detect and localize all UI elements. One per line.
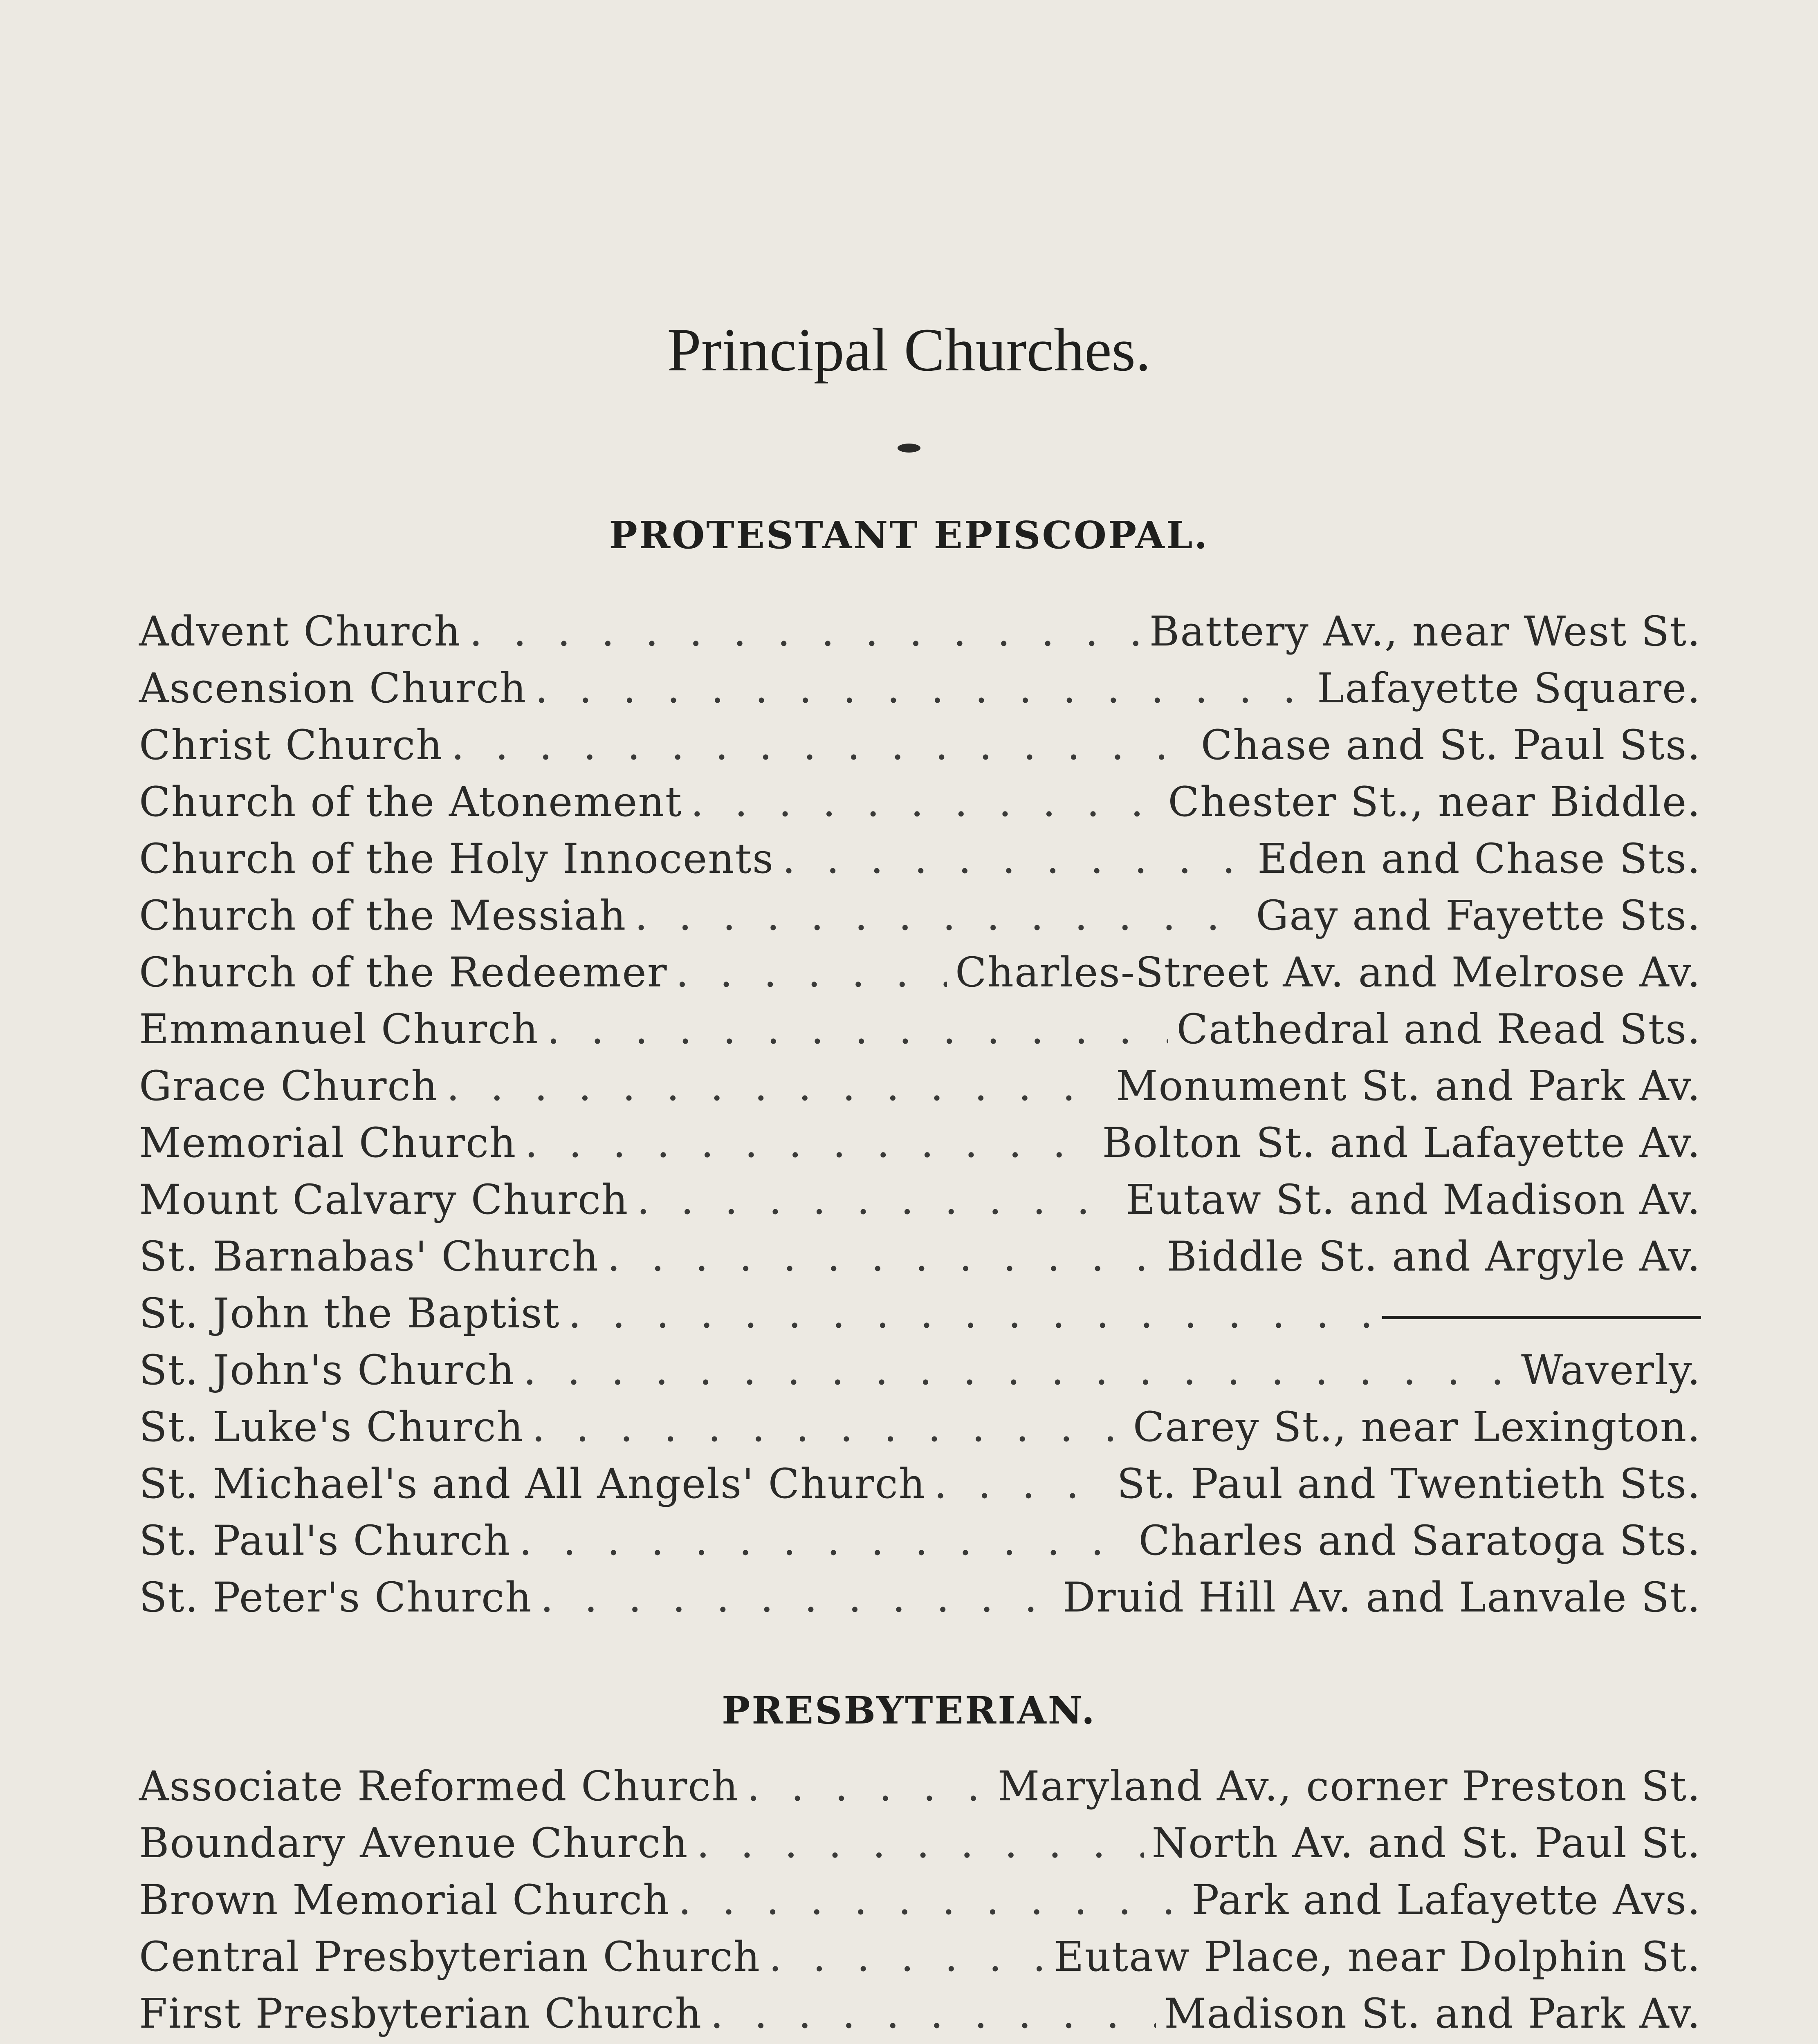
list-item bbox=[139, 1871, 1701, 1928]
address-blank-line bbox=[1382, 1316, 1701, 1319]
dot-leader bbox=[870, 2042, 1116, 2044]
church-name: St. John's Church bbox=[139, 1346, 515, 1394]
dot-leader bbox=[676, 944, 947, 1001]
list-item bbox=[139, 1342, 1701, 1399]
dot-leader bbox=[934, 1455, 1109, 1512]
church-name: Associate Reformed Church bbox=[139, 1762, 739, 1810]
list-item bbox=[139, 944, 1701, 1001]
list-item bbox=[139, 773, 1701, 830]
church-address: Biddle St. and Argyle Av. bbox=[1167, 1233, 1701, 1280]
dot-leader bbox=[769, 1928, 1046, 1985]
page-title: Principal Churches. bbox=[667, 316, 1151, 384]
list-item bbox=[139, 2042, 1701, 2044]
list-item bbox=[139, 1058, 1701, 1114]
title-ornament bbox=[898, 444, 920, 453]
church-name: Church of the Messiah bbox=[139, 892, 627, 939]
church-name: Church of the Redeemer bbox=[139, 948, 668, 996]
church-address: Charles-Street Av. and Melrose Av. bbox=[955, 948, 1701, 996]
church-address: Maryland Av., corner Preston St. bbox=[997, 1762, 1701, 1810]
dot-leader bbox=[469, 603, 1141, 660]
list-item bbox=[139, 1928, 1701, 1985]
dot-leader bbox=[447, 1058, 1108, 1114]
list-item bbox=[139, 1455, 1701, 1512]
dot-leader bbox=[691, 773, 1160, 830]
church-address: Eden and Chase Sts. bbox=[1257, 835, 1701, 883]
church-name: St. Paul's Church bbox=[139, 1517, 511, 1564]
church-address: Battery Av., near West St. bbox=[1149, 607, 1701, 655]
list-item bbox=[139, 1001, 1701, 1058]
church-address: Waverly. bbox=[1521, 1346, 1701, 1394]
church-name: St. Peter's Church bbox=[139, 1573, 532, 1621]
church-name: Christ Church bbox=[139, 721, 443, 769]
church-address: Cathedral and Read Sts. bbox=[1176, 1005, 1701, 1053]
church-address: St. Paul and Twentieth Sts. bbox=[1117, 1460, 1701, 1508]
dot-leader bbox=[568, 1285, 1374, 1342]
dot-leader bbox=[710, 1985, 1156, 2042]
church-address bbox=[1124, 2042, 1701, 2044]
church-address: North Av. and St. Paul St. bbox=[1151, 1819, 1701, 1867]
church-address: Gay and Fayette Sts. bbox=[1256, 892, 1701, 939]
church-name: St. Barnabas' Church bbox=[139, 1233, 599, 1280]
list-item bbox=[139, 1985, 1701, 2042]
church-name: Memorial Church bbox=[139, 1119, 517, 1167]
church-address: Bolton St. and Lafayette Av. bbox=[1102, 1119, 1701, 1167]
church-name: Church of the Holy Innocents bbox=[139, 835, 774, 883]
list-item bbox=[139, 1569, 1701, 1626]
church-name: Advent Church bbox=[139, 607, 461, 655]
church-address: Eutaw Place, near Dolphin St. bbox=[1054, 1933, 1701, 1981]
list-item bbox=[139, 1285, 1701, 1342]
church-name bbox=[139, 2042, 862, 2044]
list-item bbox=[139, 830, 1701, 887]
church-name: First Presbyterian Church bbox=[139, 1990, 703, 2037]
list-item bbox=[139, 887, 1701, 944]
church-name: Central Presbyterian Church bbox=[139, 1933, 761, 1981]
list-item bbox=[139, 603, 1701, 660]
list-item bbox=[139, 660, 1701, 717]
list-item bbox=[139, 1399, 1701, 1455]
church-address: Monument St. and Park Av. bbox=[1115, 1062, 1701, 1110]
list-item bbox=[139, 1815, 1701, 1871]
list-item bbox=[139, 1512, 1701, 1569]
list-item bbox=[139, 1758, 1701, 1815]
list-item bbox=[139, 1171, 1701, 1228]
dot-leader bbox=[678, 1871, 1184, 1928]
list-item bbox=[139, 1228, 1701, 1285]
church-address: Madison St. and Park Av. bbox=[1164, 1990, 1701, 2037]
church-address: Carey St., near Lexington. bbox=[1133, 1403, 1701, 1451]
dot-leader bbox=[635, 887, 1248, 944]
list-item bbox=[139, 1114, 1701, 1171]
church-name: Grace Church bbox=[139, 1062, 438, 1110]
dot-leader bbox=[637, 1171, 1118, 1228]
church-address: Eutaw St. and Madison Av. bbox=[1126, 1176, 1701, 1224]
church-address: Chester St., near Biddle. bbox=[1168, 778, 1701, 826]
presbyterian-list bbox=[139, 1758, 1701, 2044]
dot-leader bbox=[451, 717, 1193, 773]
dot-leader bbox=[532, 1399, 1125, 1455]
list-item bbox=[139, 717, 1701, 773]
church-name: Brown Memorial Church bbox=[139, 1876, 670, 1924]
section-heading-presbyterian: PRESBYTERIAN. bbox=[722, 1688, 1096, 1732]
church-name: Mount Calvary Church bbox=[139, 1176, 629, 1224]
dot-leader bbox=[696, 1815, 1143, 1871]
dot-leader bbox=[747, 1758, 990, 1815]
church-address: Chase and St. Paul Sts. bbox=[1201, 721, 1701, 769]
dot-leader bbox=[525, 1114, 1094, 1171]
church-address: Charles and Saratoga Sts. bbox=[1138, 1517, 1701, 1564]
church-address: Lafayette Square. bbox=[1317, 664, 1701, 712]
dot-leader bbox=[519, 1512, 1130, 1569]
church-address: Park and Lafayette Avs. bbox=[1192, 1876, 1701, 1924]
church-name: St. John the Baptist bbox=[139, 1289, 560, 1337]
dot-leader bbox=[547, 1001, 1169, 1058]
church-name: Ascension Church bbox=[139, 664, 527, 712]
church-name: St. Michael's and All Angels' Church bbox=[139, 1460, 926, 1508]
church-name: St. Luke's Church bbox=[139, 1403, 524, 1451]
church-name: Emmanuel Church bbox=[139, 1005, 539, 1053]
dot-leader bbox=[541, 1569, 1055, 1626]
dot-leader bbox=[523, 1342, 1513, 1399]
church-name: Church of the Atonement bbox=[139, 778, 682, 826]
dot-leader bbox=[782, 830, 1249, 887]
episcopal-list bbox=[139, 603, 1701, 1626]
section-heading-episcopal: PROTESTANT EPISCOPAL. bbox=[609, 513, 1209, 557]
church-name: Boundary Avenue Church bbox=[139, 1819, 689, 1867]
church-address: Druid Hill Av. and Lanvale St. bbox=[1062, 1573, 1701, 1621]
dot-leader bbox=[535, 660, 1309, 717]
dot-leader bbox=[607, 1228, 1158, 1285]
